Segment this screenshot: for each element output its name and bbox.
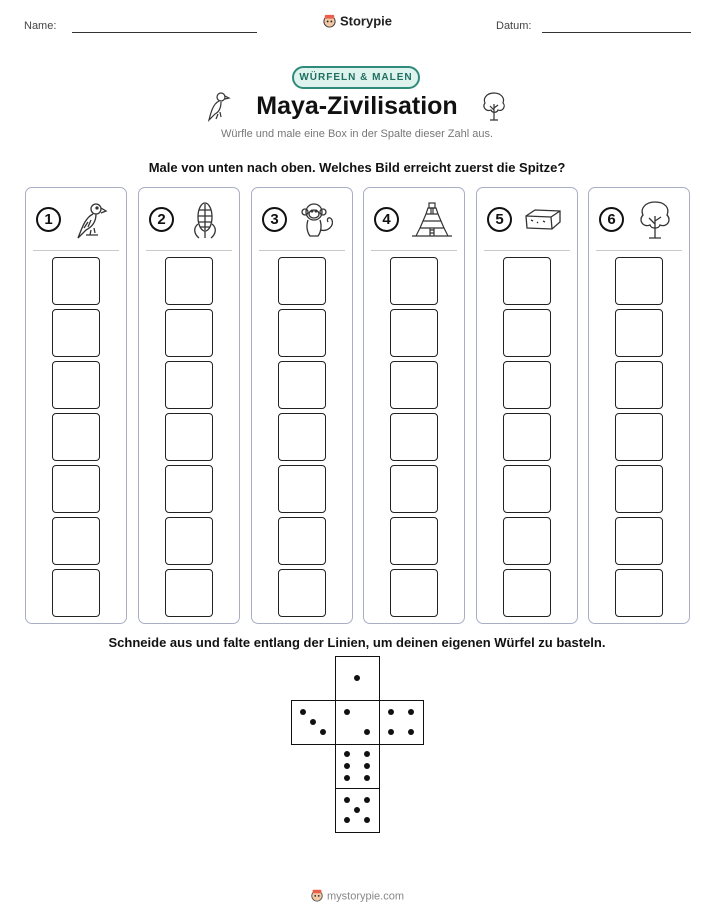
date-label: Datum: — [496, 20, 532, 32]
page-title: Maya-Zivilisation — [256, 92, 458, 120]
name-label: Name: — [24, 20, 57, 32]
subtitle: Würfle und male eine Box in der Spalte dieser Zahl aus. — [220, 128, 494, 140]
number-circle: 6 — [599, 207, 624, 232]
color-box[interactable] — [390, 361, 438, 409]
color-box[interactable] — [278, 257, 326, 305]
brand-name: Storypie — [339, 13, 392, 29]
footer-url[interactable]: mystorypie.com — [326, 890, 405, 903]
storypie-logo-icon — [322, 13, 337, 31]
parrot-icon — [72, 200, 112, 245]
color-box[interactable] — [615, 465, 663, 513]
die-face-5 — [335, 788, 380, 833]
date-line — [542, 32, 691, 33]
color-box[interactable] — [52, 309, 100, 357]
color-box[interactable] — [52, 569, 100, 617]
color-box[interactable] — [52, 465, 100, 513]
color-box[interactable] — [503, 465, 551, 513]
column-1 — [25, 187, 127, 624]
color-box[interactable] — [52, 257, 100, 305]
color-box[interactable] — [503, 309, 551, 357]
color-box[interactable] — [615, 517, 663, 565]
color-box[interactable] — [165, 413, 213, 461]
color-box[interactable] — [278, 309, 326, 357]
number-circle: 1 — [36, 207, 61, 232]
column-2 — [138, 187, 240, 624]
color-box[interactable] — [390, 517, 438, 565]
column-5 — [476, 187, 578, 624]
color-box[interactable] — [278, 517, 326, 565]
corn-icon — [185, 200, 225, 245]
pyramid-icon — [410, 200, 454, 245]
color-box[interactable] — [165, 309, 213, 357]
number-circle: 4 — [374, 207, 399, 232]
color-box[interactable] — [503, 361, 551, 409]
color-box[interactable] — [503, 569, 551, 617]
color-box[interactable] — [278, 465, 326, 513]
column-3 — [251, 187, 353, 624]
color-box[interactable] — [503, 413, 551, 461]
color-box[interactable] — [390, 569, 438, 617]
tree-icon — [635, 200, 675, 245]
tree-icon — [480, 90, 508, 127]
color-box[interactable] — [390, 465, 438, 513]
column-4 — [363, 187, 465, 624]
footer — [0, 888, 714, 905]
number-circle: 2 — [149, 207, 174, 232]
color-box[interactable] — [52, 361, 100, 409]
color-box[interactable] — [615, 569, 663, 617]
color-box[interactable] — [615, 309, 663, 357]
color-box[interactable] — [52, 517, 100, 565]
color-box[interactable] — [52, 413, 100, 461]
number-circle: 3 — [262, 207, 287, 232]
color-box[interactable] — [165, 569, 213, 617]
stone-block-icon — [523, 200, 563, 245]
color-box[interactable] — [390, 257, 438, 305]
die-face-6 — [335, 744, 380, 789]
color-box[interactable] — [503, 257, 551, 305]
storypie-logo-icon — [310, 888, 324, 905]
die-face-3 — [291, 700, 336, 745]
color-box[interactable] — [615, 413, 663, 461]
number-circle: 5 — [487, 207, 512, 232]
color-box[interactable] — [278, 413, 326, 461]
color-box[interactable] — [165, 257, 213, 305]
cut-instruction: Schneide aus und falte entlang der Linien, um deinen eigenen Würfel zu basteln. — [108, 635, 606, 650]
color-box[interactable] — [390, 413, 438, 461]
color-box[interactable] — [615, 361, 663, 409]
instruction-text: Male von unten nach oben. Welches Bild erreicht zuerst die Spitze? — [148, 160, 566, 175]
color-box[interactable] — [165, 465, 213, 513]
brand — [0, 13, 714, 31]
activity-badge: WÜRFELN & MALEN — [292, 66, 420, 89]
die-face-2 — [335, 700, 380, 745]
color-box[interactable] — [165, 361, 213, 409]
color-box[interactable] — [278, 569, 326, 617]
color-box[interactable] — [615, 257, 663, 305]
column-6 — [588, 187, 690, 624]
color-box[interactable] — [165, 517, 213, 565]
color-box[interactable] — [503, 517, 551, 565]
die-face-4 — [379, 700, 424, 745]
color-box[interactable] — [278, 361, 326, 409]
monkey-icon — [298, 200, 338, 245]
name-line — [72, 32, 257, 33]
color-box[interactable] — [390, 309, 438, 357]
die-face-1 — [335, 656, 380, 701]
